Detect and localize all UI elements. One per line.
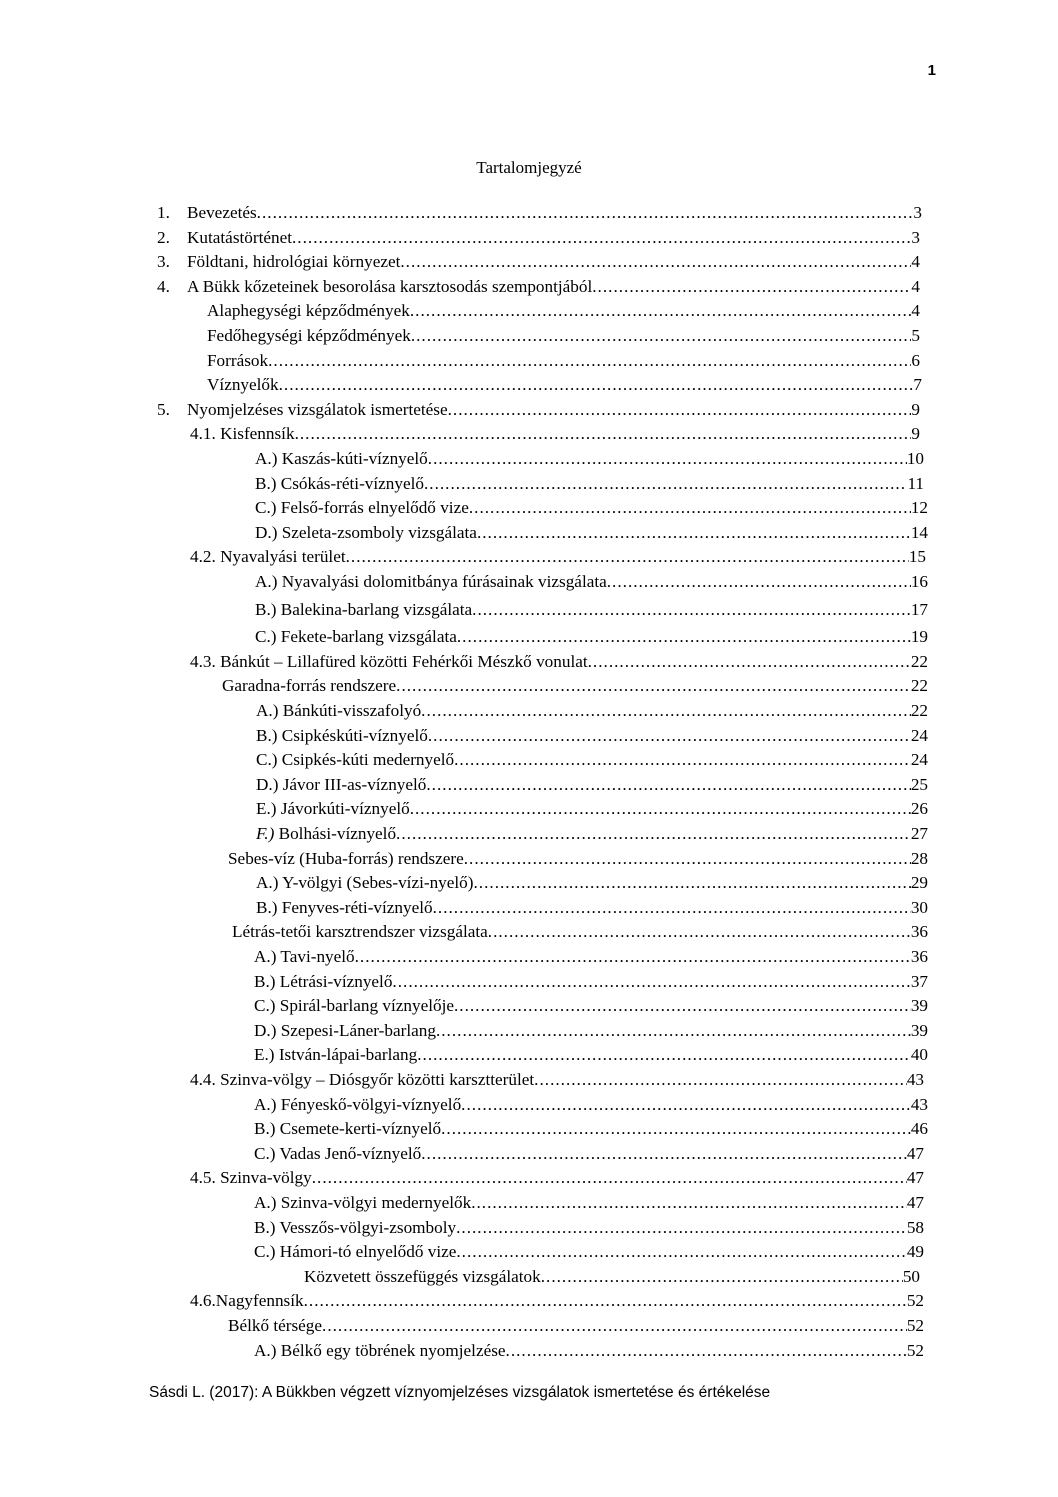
- toc-leader-dots: [417, 1043, 911, 1067]
- toc-entry[interactable]: [254, 1117, 928, 1141]
- toc-entry-page: 36: [910, 922, 928, 942]
- toc-entry-page: 43: [910, 1094, 928, 1114]
- toc-entry-title: F.) Bolhási-víznyelő: [256, 824, 397, 843]
- toc-entry[interactable]: [256, 773, 928, 797]
- toc-leader-dots: [421, 1142, 907, 1166]
- toc-entry-page: 43: [906, 1070, 924, 1089]
- toc-leader-dots: [355, 945, 911, 969]
- toc-entry-title: C.) Felső-forrás elnyelődő vize: [255, 498, 469, 518]
- toc-leader-dots: [410, 797, 911, 821]
- toc-entry[interactable]: [190, 1068, 924, 1092]
- toc-entry-title: A.) Nyavalyási dolomitbánya fúrásainak vizsgálata: [255, 572, 607, 591]
- toc-leader-dots: [433, 896, 911, 920]
- toc-entry-title: Nyomjelzéses vizsgálatok ismertetése: [187, 399, 448, 419]
- toc-leader-dots: [421, 699, 911, 723]
- toc-leader-dots: [312, 1166, 907, 1190]
- toc-entry-title: Alaphegységi képződmények: [207, 301, 410, 321]
- toc-leader-dots: [424, 472, 907, 496]
- toc-leader-dots: [541, 1265, 903, 1289]
- toc-leader-dots: [534, 1068, 907, 1092]
- toc-entry-page: 5: [911, 326, 920, 345]
- toc-entry[interactable]: [207, 349, 920, 373]
- toc-leader-dots: [477, 521, 911, 545]
- toc-entry[interactable]: [255, 598, 928, 622]
- toc-entry-title: C.) Spirál-barlang víznyelője: [254, 996, 454, 1016]
- toc-entry-title: B.) Fenyves-réti-víznyelő: [256, 897, 433, 917]
- toc-leader-dots: [295, 422, 912, 446]
- toc-entry[interactable]: [255, 496, 928, 520]
- toc-entry-title: Létrás-tetői karsztrendszer vizsgálata: [232, 922, 488, 942]
- toc-entry[interactable]: [207, 324, 920, 348]
- toc-entry[interactable]: [255, 472, 924, 496]
- toc-leader-dots: [304, 1289, 907, 1313]
- toc-leader-dots: [396, 674, 911, 698]
- toc-entry[interactable]: [256, 822, 928, 846]
- toc-title: Tartalomjegyzé: [476, 158, 582, 177]
- toc-entry[interactable]: [228, 1314, 924, 1338]
- toc-entry-title: D.) Szepesi-Láner-barlang: [254, 1020, 436, 1040]
- toc-entry-page: 52: [906, 1291, 924, 1311]
- toc-entry-page: 15: [908, 547, 926, 567]
- toc-entry[interactable]: [255, 521, 928, 545]
- toc-leader-dots: [441, 1117, 911, 1141]
- toc-leader-dots: [471, 1191, 907, 1215]
- toc-entry-page: 6: [911, 350, 920, 370]
- toc-leader-dots: [592, 275, 911, 299]
- toc-leader-dots: [411, 324, 912, 348]
- toc-entry[interactable]: [190, 1166, 924, 1190]
- toc-entry-page: 19: [910, 627, 928, 647]
- footer-citation: Sásdi L. (2017): A Bükkben végzett víznyomjelzéses vizsgálatok ismertetése és értékelése: [149, 1384, 771, 1401]
- toc-entry[interactable]: [256, 797, 928, 821]
- toc-leader-dots: [506, 1339, 907, 1363]
- toc-leader-dots: [396, 822, 911, 846]
- toc-entry-page: 4: [911, 252, 920, 272]
- toc-entry-page: 28: [910, 848, 928, 868]
- toc-entry-title: Közvetett összefüggés vizsgálatok: [304, 1266, 541, 1286]
- toc-leader-dots: [400, 250, 911, 274]
- toc-entry-page: 24: [910, 750, 928, 770]
- toc-entry[interactable]: [254, 945, 928, 969]
- toc-entry-title: Források: [207, 350, 269, 370]
- toc-entry-title: Kutatástörténet: [187, 227, 292, 247]
- toc-entry-title: A.) Kaszás-kúti-víznyelő: [255, 449, 428, 468]
- toc-entry-title: Sebes-víz (Huba-forrás) rendszere: [228, 848, 464, 868]
- toc-entry-page: 11: [907, 473, 924, 493]
- toc-entry-title: Földtani, hidrológiai környezet: [187, 252, 401, 272]
- toc-entry-title: D.) Jávor III-as-víznyelő: [256, 774, 427, 794]
- toc-entry-page: 24: [910, 725, 928, 745]
- toc-entry[interactable]: [254, 1142, 924, 1166]
- toc-entry-page: 36: [910, 947, 928, 966]
- toc-entry[interactable]: [207, 373, 922, 397]
- toc-leader-dots: [257, 201, 914, 225]
- toc-entry-page: 30: [910, 897, 928, 917]
- toc-entry-title: A.) Szinva-völgyi medernyelők: [254, 1193, 472, 1212]
- toc-entry-title: Garadna-forrás rendszere: [222, 676, 397, 696]
- toc-entry-page: 22: [910, 701, 928, 720]
- toc-entry[interactable]: [254, 1191, 924, 1215]
- toc-entry[interactable]: [255, 570, 928, 594]
- toc-entry[interactable]: [254, 970, 928, 994]
- toc-leader-dots: [469, 496, 911, 520]
- toc-entry-title: 4.4. Szinva-völgy – Diósgyőr közötti karsztterület: [190, 1070, 535, 1089]
- toc-entry-title: C.) Csipkés-kúti medernyelő: [256, 750, 455, 770]
- toc-entry[interactable]: [254, 1019, 928, 1043]
- toc-entry-page: 47: [906, 1193, 924, 1212]
- toc-entry[interactable]: [254, 1093, 928, 1117]
- toc-entry-number: 1.: [157, 203, 170, 222]
- toc-leader-dots: [292, 226, 911, 250]
- toc-leader-dots: [448, 398, 912, 422]
- toc-entry[interactable]: [187, 250, 920, 274]
- toc-entry[interactable]: [254, 1240, 924, 1264]
- toc-leader-dots: [279, 373, 914, 397]
- toc-leader-dots: [428, 724, 911, 748]
- toc-entry-page: 26: [910, 799, 928, 819]
- toc-entry-page: 10: [906, 449, 924, 468]
- toc-leader-dots: [457, 625, 911, 649]
- toc-leader-dots: [588, 650, 911, 674]
- toc-entry[interactable]: [254, 994, 928, 1018]
- toc-entry-number: 2.: [157, 227, 170, 247]
- toc-entry-page: 14: [910, 522, 928, 542]
- toc-entry-title: 4.6.Nagyfennsík: [190, 1291, 304, 1311]
- toc-entry[interactable]: [190, 422, 920, 446]
- toc-entry-page: 50: [902, 1266, 920, 1286]
- toc-entry-page: 29: [910, 873, 928, 893]
- toc-entry[interactable]: [254, 1339, 924, 1363]
- toc-entry[interactable]: [187, 226, 920, 250]
- toc-entry-page: 39: [910, 1020, 928, 1040]
- toc-entry-page: 9: [911, 424, 920, 444]
- toc-entry-title: D.) Szeleta-zsomboly vizsgálata: [255, 522, 477, 542]
- toc-entry-page: 9: [911, 399, 920, 419]
- toc-leader-dots: [426, 773, 910, 797]
- toc-entry[interactable]: [187, 398, 920, 422]
- toc-entry[interactable]: [256, 699, 928, 723]
- toc-leader-dots: [268, 349, 911, 373]
- toc-entry-title: A.) Bánkúti-visszafolyó: [256, 701, 422, 720]
- toc-entry-page: 16: [910, 572, 928, 591]
- toc-entry-title: E.) István-lápai-barlang: [254, 1045, 418, 1065]
- toc-leader-dots: [392, 970, 910, 994]
- toc-entry-page: 27: [910, 824, 928, 843]
- toc-entry-page: 40: [910, 1045, 928, 1065]
- toc-entry-title: 4.1. Kisfennsík: [190, 424, 295, 444]
- toc-leader-dots: [488, 920, 911, 944]
- toc-entry-number: 5.: [157, 399, 170, 419]
- toc-leader-dots: [322, 1314, 907, 1338]
- toc-entry[interactable]: [190, 650, 928, 674]
- toc-entry[interactable]: [207, 299, 920, 323]
- toc-entry-page: 52: [906, 1316, 924, 1335]
- toc-leader-dots: [454, 994, 911, 1018]
- toc-leader-dots: [428, 447, 907, 471]
- toc-entry[interactable]: [256, 896, 928, 920]
- toc-entry[interactable]: [255, 625, 928, 649]
- toc-entry[interactable]: [254, 1216, 924, 1240]
- toc-entry-title: Bevezetés: [187, 203, 257, 222]
- toc-leader-dots: [464, 847, 911, 871]
- toc-leader-dots: [410, 299, 912, 323]
- toc-leader-dots: [456, 1240, 906, 1264]
- toc-entry-page: 12: [910, 498, 928, 518]
- toc-entry-page: 58: [906, 1217, 924, 1237]
- toc-leader-dots: [461, 1093, 911, 1117]
- toc-entry-page: 52: [906, 1340, 924, 1360]
- toc-leader-dots: [474, 871, 911, 895]
- toc-entry-page: 49: [906, 1242, 924, 1262]
- toc-entry-title: B.) Balekina-barlang vizsgálata: [255, 599, 473, 619]
- page-number: 1: [927, 62, 936, 79]
- toc-entry[interactable]: [190, 1289, 924, 1313]
- toc-entry-title: C.) Vadas Jenő-víznyelő: [254, 1143, 422, 1163]
- toc-entry-title: A.) Y-völgyi (Sebes-vízi-nyelő): [256, 873, 474, 893]
- toc-entry-title: A.) Bélkő egy töbrének nyomjelzése: [254, 1340, 506, 1360]
- toc-entry[interactable]: [228, 847, 928, 871]
- toc-entry-title: C.) Hámori-tó elnyelődő vize: [254, 1242, 457, 1262]
- toc-entry[interactable]: [256, 748, 928, 772]
- toc-entry-title: A.) Fényeskő-völgyi-víznyelő: [254, 1094, 462, 1114]
- toc-entry-title: E.) Jávorkúti-víznyelő: [256, 799, 410, 819]
- toc-entry-page: 22: [910, 676, 928, 696]
- toc-entry-page: 37: [910, 971, 928, 991]
- toc-entry[interactable]: [187, 201, 922, 225]
- toc-leader-dots: [436, 1019, 911, 1043]
- toc-entry-title: 4.2. Nyavalyási terület: [190, 547, 346, 567]
- toc-entry-page: 25: [910, 774, 928, 794]
- toc-leader-dots: [472, 598, 911, 622]
- toc-entry[interactable]: [256, 871, 928, 895]
- toc-entry-page: 47: [906, 1168, 924, 1188]
- toc-entry-page: 7: [913, 375, 922, 395]
- toc-entry-number: 3.: [157, 252, 170, 272]
- toc-entry-title: 4.5. Szinva-völgy: [190, 1168, 312, 1188]
- toc-entry[interactable]: [256, 724, 928, 748]
- toc-entry[interactable]: [222, 674, 928, 698]
- toc-leader-dots: [607, 570, 911, 594]
- toc-entry-title: Fedőhegységi képződmények: [207, 326, 411, 345]
- toc-entry-title: C.) Fekete-barlang vizsgálata: [255, 627, 457, 647]
- toc-entry-title: Bélkő térsége: [228, 1316, 323, 1335]
- toc-entry-page: 22: [910, 651, 928, 671]
- toc-leader-dots: [346, 545, 909, 569]
- toc-entry[interactable]: [232, 920, 928, 944]
- toc-leader-dots: [454, 748, 911, 772]
- toc-entry-title: A Bükk kőzeteinek besorolása karsztosodás szempontjából: [187, 276, 593, 296]
- toc-entry-page: 17: [910, 599, 928, 619]
- toc-entry-page: 4: [911, 301, 920, 321]
- toc-entry-title: B.) Létrási-víznyelő: [254, 971, 393, 991]
- toc-leader-dots: [456, 1216, 907, 1240]
- toc-entry-title: B.) Csókás-réti-víznyelő: [255, 473, 424, 493]
- toc-entry-title: B.) Vesszős-völgyi-zsomboly: [254, 1217, 457, 1237]
- toc-entry-title: 4.3. Bánkút – Lillafüred közötti Fehérkői Mészkő vonulat: [190, 651, 588, 671]
- toc-entry[interactable]: [254, 1043, 928, 1067]
- toc-entry-title: B.) Csemete-kerti-víznyelő: [254, 1119, 442, 1139]
- toc-entry[interactable]: [187, 275, 920, 299]
- toc-entry-page: 3: [913, 203, 922, 222]
- toc-entry-page: 3: [911, 227, 920, 247]
- toc-entry-page: 39: [910, 996, 928, 1016]
- toc-entry-title: A.) Tavi-nyelő: [254, 947, 355, 966]
- toc-entry[interactable]: [190, 545, 926, 569]
- toc-entry-page: 47: [906, 1143, 924, 1163]
- toc-entry[interactable]: [255, 447, 924, 471]
- toc-entry-title: B.) Csipkéskúti-víznyelő: [256, 725, 428, 745]
- toc-entry-title: Víznyelők: [207, 375, 279, 395]
- toc-entry[interactable]: [304, 1265, 920, 1289]
- toc-entry-page: 4: [911, 276, 920, 296]
- toc-entry-page: 46: [910, 1119, 928, 1139]
- toc-entry-number: 4.: [157, 276, 170, 296]
